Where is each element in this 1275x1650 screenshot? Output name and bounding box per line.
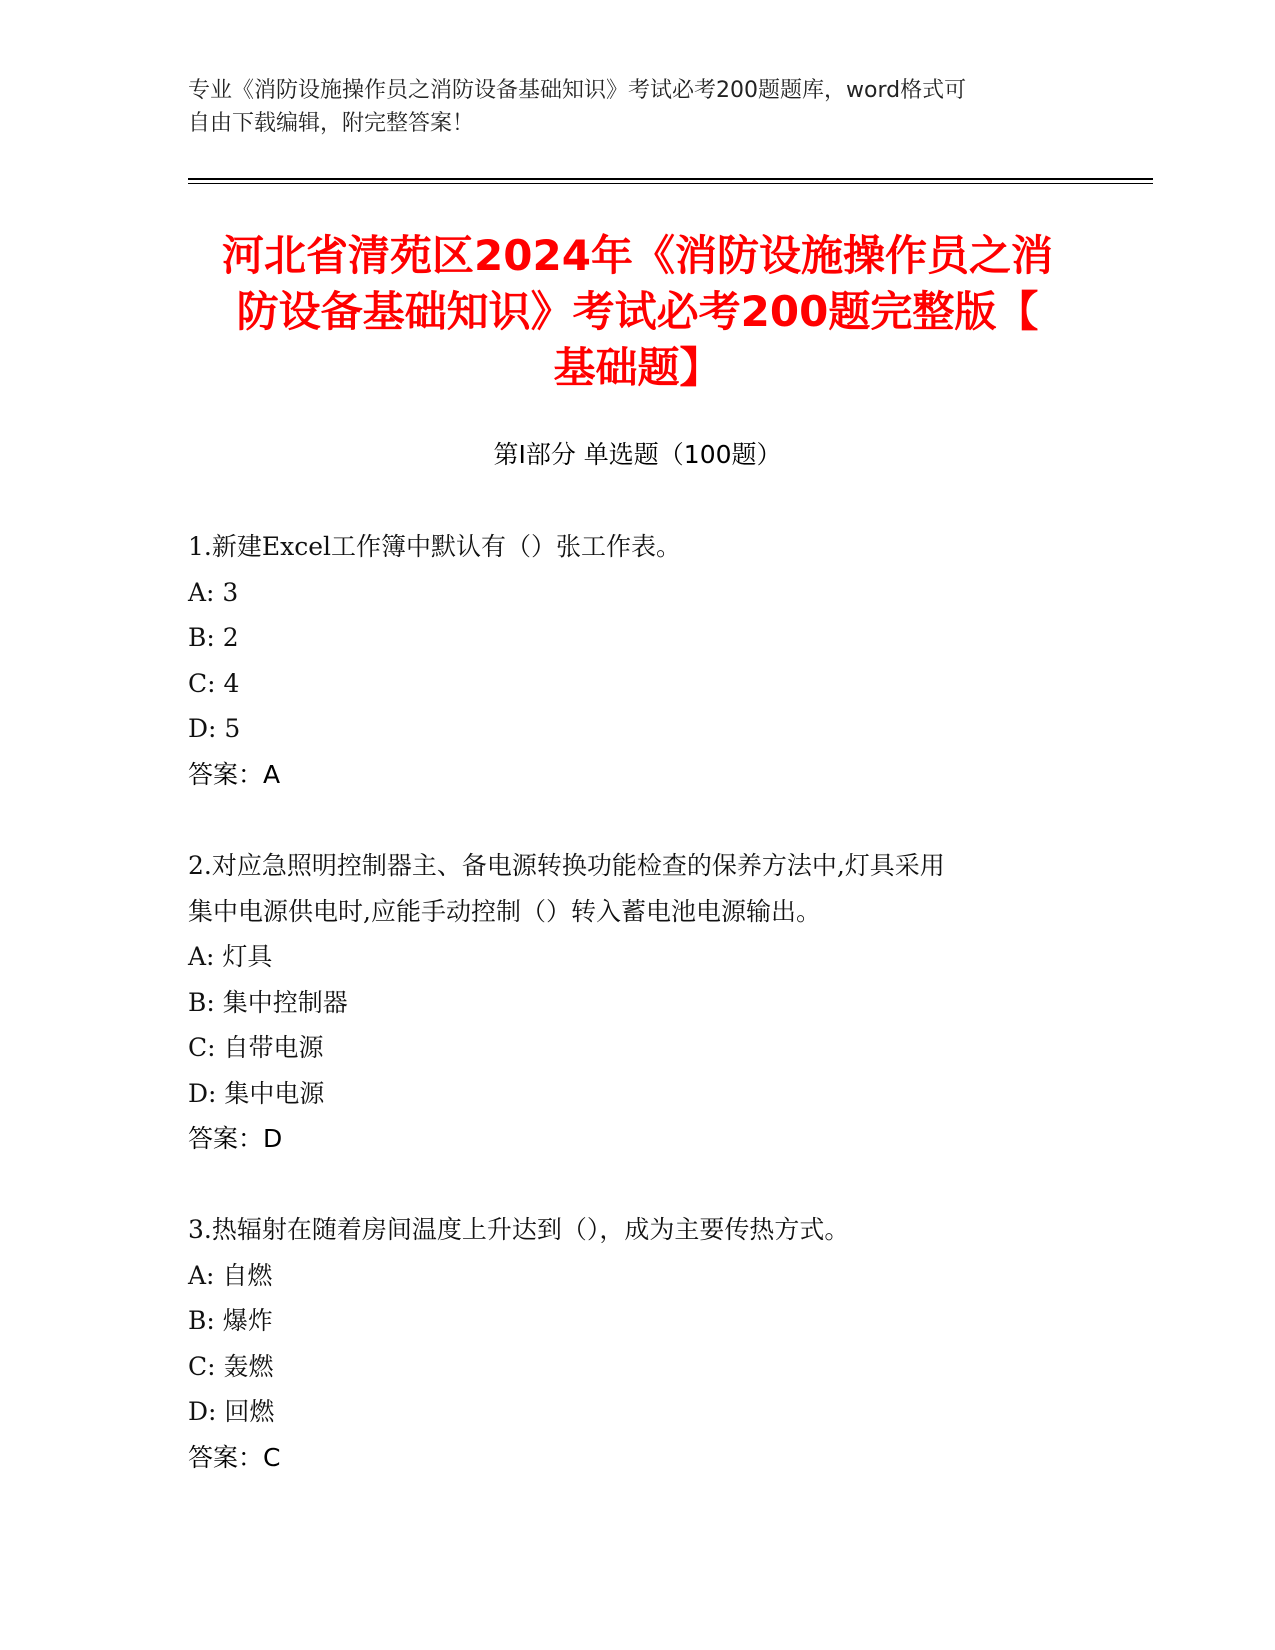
option-a: A: 3: [188, 577, 239, 607]
option-a: A: 灯具: [188, 942, 273, 971]
question-1: [188, 524, 1088, 797]
question-2: [188, 843, 1088, 1162]
section-heading: 第I部分 单选题（100题）: [493, 440, 782, 469]
answer: 答案：C: [188, 1442, 281, 1472]
title-line-3: 基础题】: [553, 343, 722, 392]
header-note-line-2: 自由下载编辑，附完整答案！: [188, 111, 475, 136]
option-b: B: 2: [188, 623, 239, 652]
question-stem-continuation: 集中电源供电时,应能手动控制（）转入蓄电池电源输出。: [188, 896, 821, 926]
answer: 答案：A: [188, 759, 281, 789]
option-d: D: 回燃: [188, 1397, 275, 1426]
option-c: C: 自带电源: [188, 1033, 324, 1062]
option-a: A: 自燃: [188, 1260, 273, 1290]
question-3: [188, 1207, 1088, 1480]
document-title: [150, 228, 1125, 396]
title-line-2: 防设备基础知识》考试必考200题完整版【: [236, 287, 1039, 336]
header-note-line-1: 专业《消防设施操作员之消防设备基础知识》考试必考200题题库，word格式可: [188, 78, 967, 103]
question-stem: 1.新建Excel工作簿中默认有（）张工作表。: [188, 532, 681, 561]
question-stem: 3.热辐射在随着房间温度上升达到（），成为主要传热方式。: [188, 1215, 850, 1244]
header-note: [188, 74, 1088, 140]
question-stem: 2.对应急照明控制器主、备电源转换功能检查的保养方法中,灯具采用: [188, 851, 945, 880]
option-b: B: 爆炸: [188, 1306, 273, 1335]
option-c: C: 4: [188, 668, 240, 698]
title-line-1: 河北省清苑区2024年《消防设施操作员之消: [222, 231, 1053, 280]
option-d: D: 集中电源: [188, 1078, 325, 1108]
header-divider-thin: [188, 183, 1153, 184]
option-d: D: 5: [188, 714, 241, 743]
option-b: B: 集中控制器: [188, 987, 348, 1017]
header-divider-thick: [188, 178, 1153, 180]
answer: 答案：D: [188, 1124, 283, 1153]
option-c: C: 轰燃: [188, 1351, 274, 1381]
